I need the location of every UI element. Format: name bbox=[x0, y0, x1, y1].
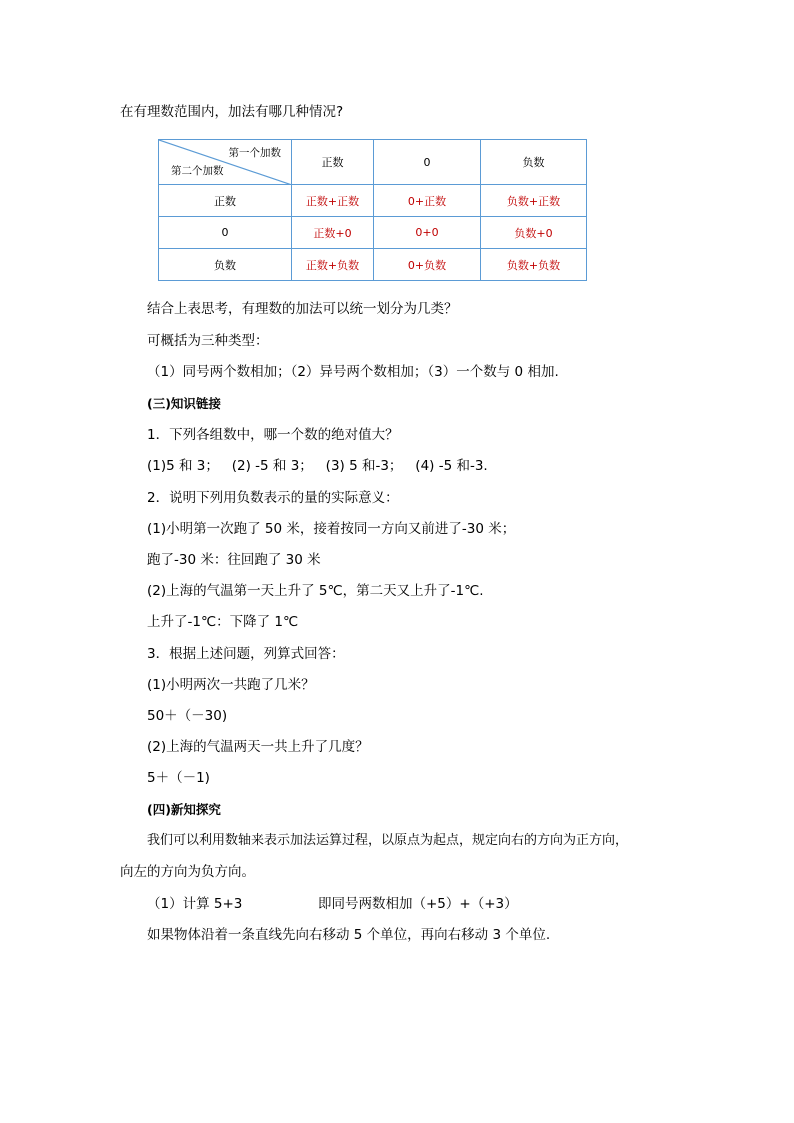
table-header-row bbox=[159, 140, 587, 185]
paragraph-line: （1）同号两个数相加；（2）异号两个数相加；（3）一个数与 0 相加. bbox=[147, 364, 559, 380]
row-header: 正数 bbox=[159, 185, 292, 217]
addition-cases-table bbox=[158, 139, 587, 281]
paragraph-line: 1．下列各组数中，哪一个数的绝对值大？ bbox=[147, 427, 399, 443]
intro-question: 在有理数范围内，加法有哪几种情况? bbox=[120, 104, 344, 120]
paragraph-line: 50＋（－30) bbox=[147, 708, 228, 724]
table-cell: 正数+负数 bbox=[292, 249, 374, 281]
corner-top-label: 第一个加数 bbox=[228, 147, 281, 159]
table-cell: 0+正数 bbox=[374, 185, 481, 217]
col-header: 正数 bbox=[292, 140, 374, 185]
section-heading: (三)知识链接 bbox=[147, 396, 221, 411]
paragraph-line: (1)5 和 3； (2) -5 和 3； (3) 5 和-3； (4) -5 和-3. bbox=[147, 458, 488, 474]
col-header: 0 bbox=[374, 140, 481, 185]
paragraph-line: 2．说明下列用负数表示的量的实际意义： bbox=[147, 490, 399, 506]
table-cell: 负数+正数 bbox=[481, 185, 587, 217]
section-heading: (四)新知探究 bbox=[147, 802, 221, 817]
row-header: 负数 bbox=[159, 249, 292, 281]
table-cell: 0+负数 bbox=[374, 249, 481, 281]
paragraph-line: 上升了-1℃：下降了 1℃ bbox=[147, 614, 299, 630]
paragraph-line: 结合上表思考，有理数的加法可以统一划分为几类？ bbox=[147, 301, 458, 317]
paragraph-line: 可概括为三种类型： bbox=[147, 333, 269, 349]
paragraph-line: (2)上海的气温第一天上升了 5℃，第二天又上升了-1℃. bbox=[147, 583, 484, 599]
paragraph-line: 3．根据上述问题，列算式回答： bbox=[147, 646, 345, 662]
table-cell: 负数+负数 bbox=[481, 249, 587, 281]
table-cell: 正数+正数 bbox=[292, 185, 374, 217]
table-cell: 0+0 bbox=[374, 217, 481, 249]
paragraph-line: （1）计算 5+3 bbox=[147, 896, 243, 912]
paragraph-line: (1)小明第一次跑了 50 米，接着按同一方向又前进了-30 米； bbox=[147, 521, 516, 537]
paragraph-line: 如果物体沿着一条直线先向右移动 5 个单位，再向右移动 3 个单位. bbox=[147, 927, 551, 943]
paragraph-line: 5＋（－1) bbox=[147, 770, 210, 786]
row-header: 0 bbox=[159, 217, 292, 249]
paragraph-line: 我们可以利用数轴来表示加法运算过程，以原点为起点，规定向右的方向为正方向， bbox=[147, 833, 629, 848]
col-header: 负数 bbox=[481, 140, 587, 185]
table-row bbox=[159, 249, 587, 281]
table-cell: 正数+0 bbox=[292, 217, 374, 249]
paragraph-line: (1)小明两次一共跑了几米？ bbox=[147, 677, 315, 693]
table-row bbox=[159, 217, 587, 249]
paragraph-line: 即同号两数相加（+5）+（+3） bbox=[318, 896, 518, 912]
table-row bbox=[159, 185, 587, 217]
paragraph-line: 跑了-30 米：往回跑了 30 米 bbox=[147, 552, 321, 568]
paragraph-line: (2)上海的气温两天一共上升了几度？ bbox=[147, 739, 369, 755]
table-cell: 负数+0 bbox=[481, 217, 587, 249]
table-corner-cell bbox=[159, 140, 292, 185]
corner-bottom-label: 第二个加数 bbox=[171, 165, 224, 177]
paragraph-line: 向左的方向为负方向。 bbox=[120, 864, 255, 880]
